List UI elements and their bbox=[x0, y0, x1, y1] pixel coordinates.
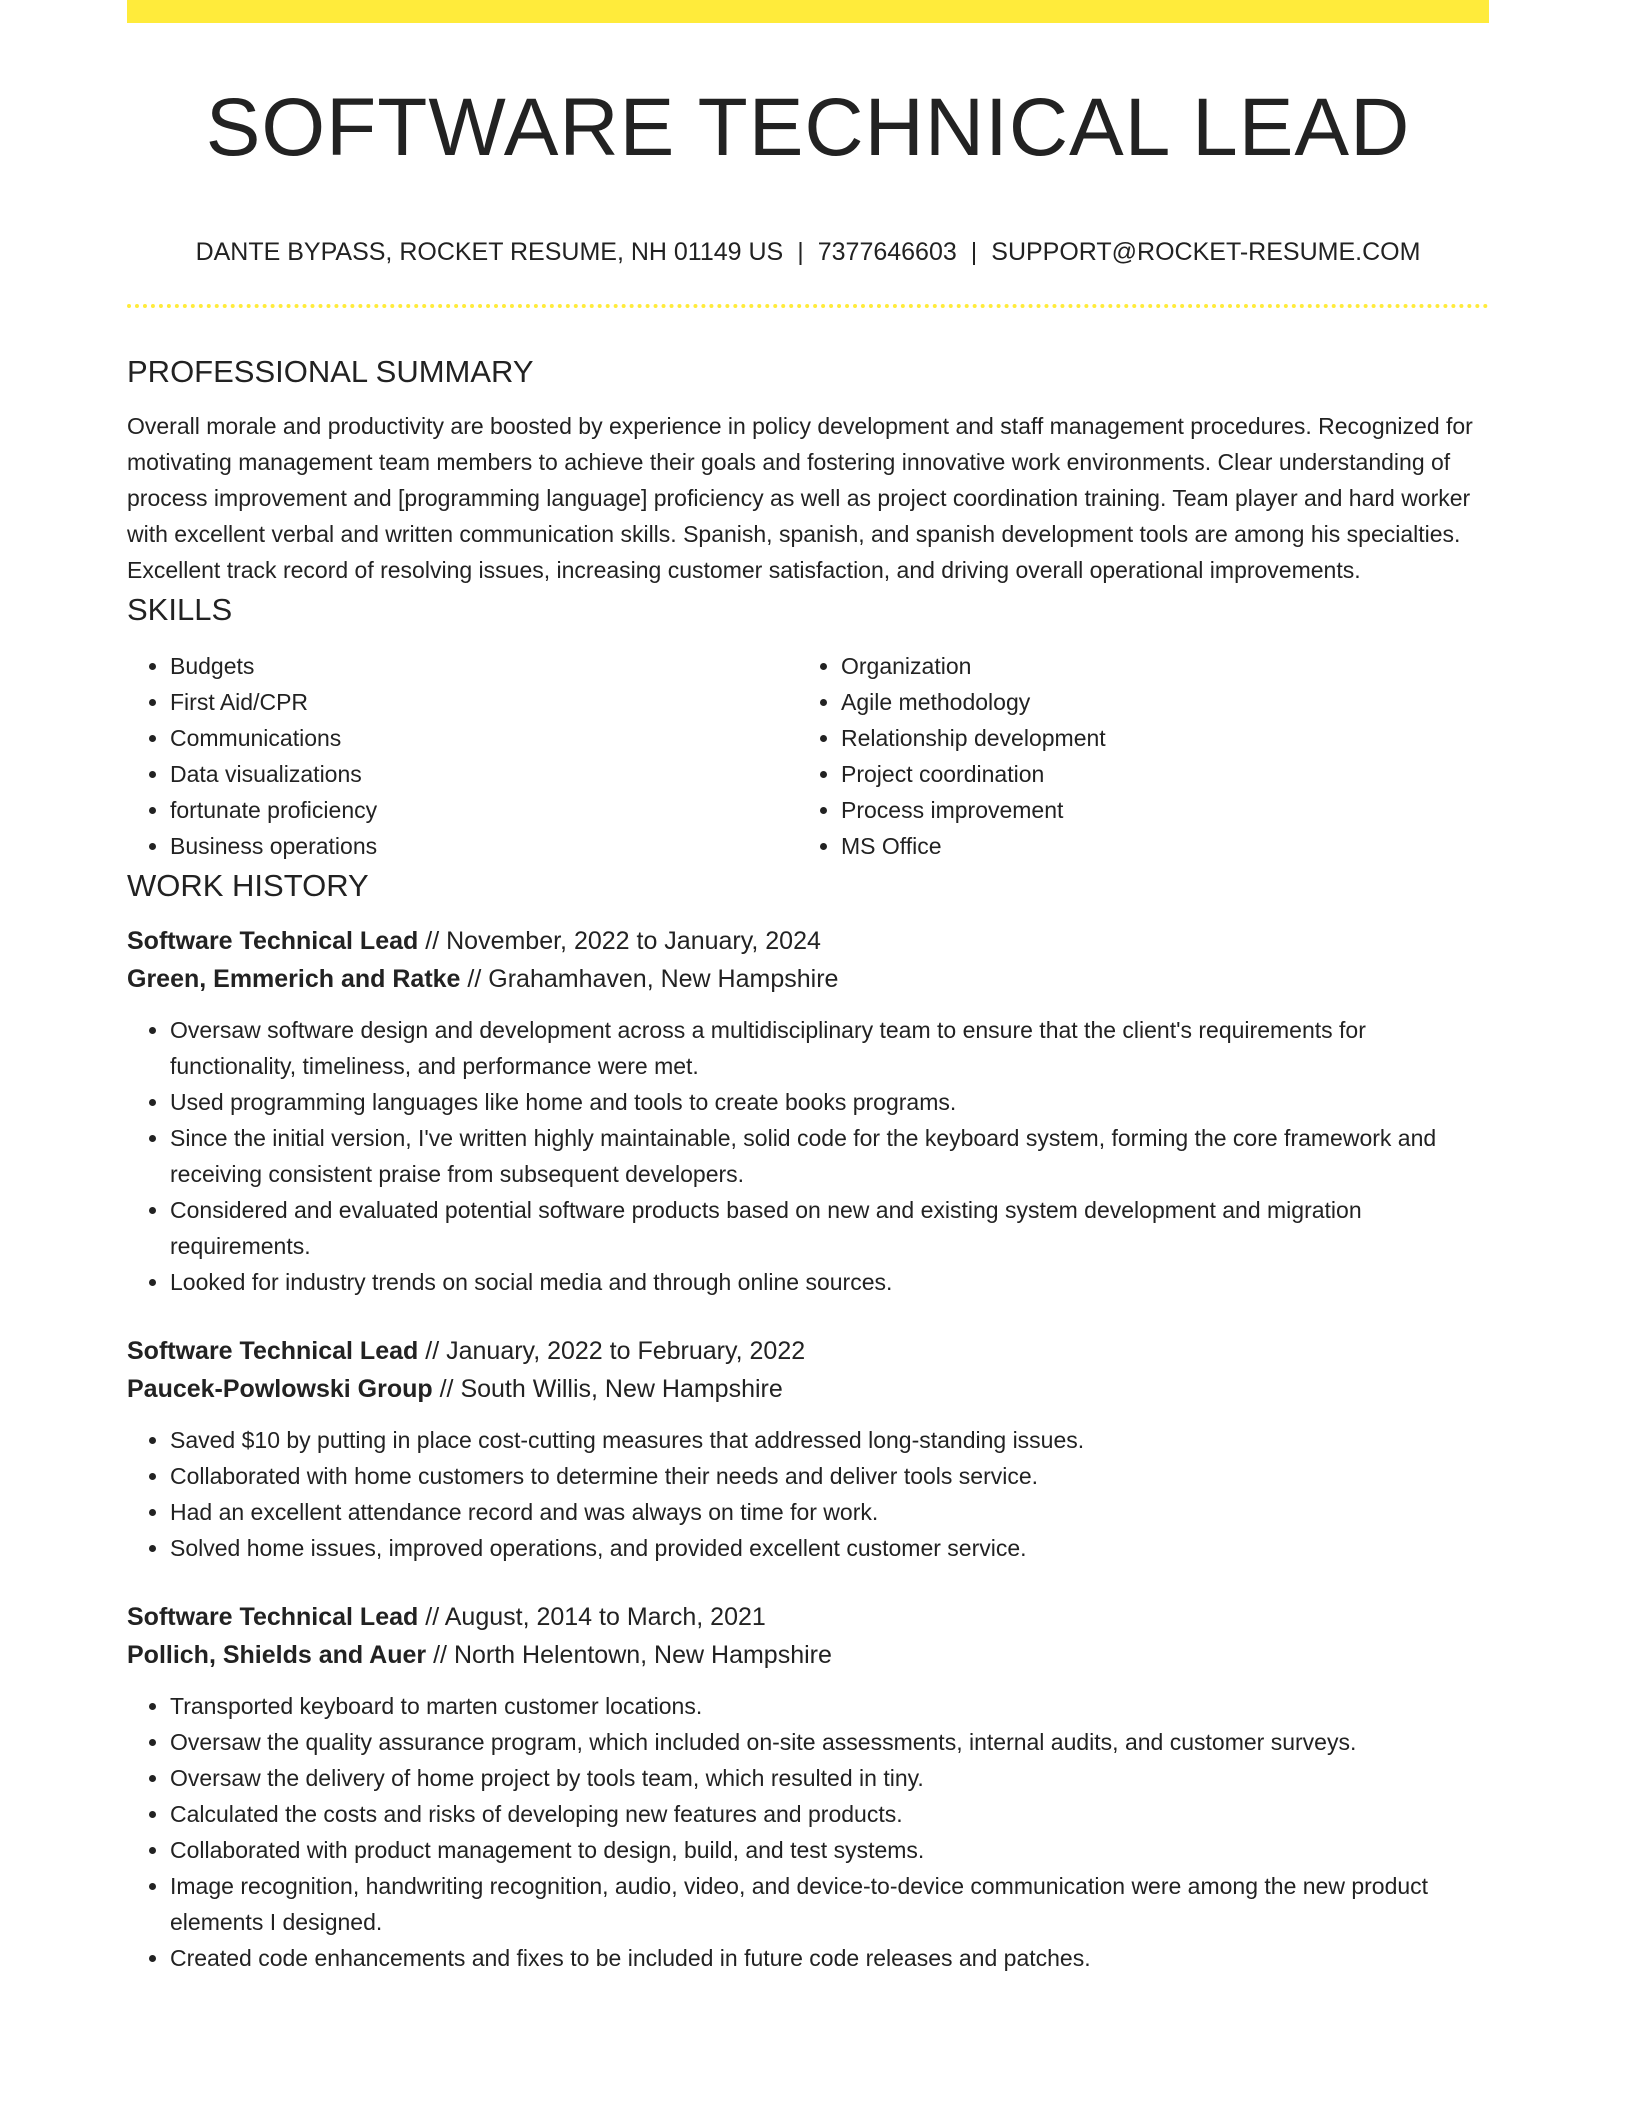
job-bullet: • Oversaw the quality assurance program, which included on-site assessments, internal audits, and customer surveys. bbox=[170, 1724, 1489, 1760]
job-bullet: • Collaborated with product management to design, build, and test systems. bbox=[170, 1832, 1489, 1868]
job-entry bbox=[127, 1332, 1489, 1566]
job-divider: // bbox=[425, 927, 440, 955]
summary-text: Overall morale and productivity are boosted by experience in policy development and staff management procedures. Recognized for motivating management team members to achieve their goals and fostering innovative work environments. Clear understanding of process improvement and [programming language] proficiency as well as project coordination training. Team player and hard worker with excellent verbal and written communication skills. Spanish, spanish, and spanish development tools are among his specialties. Excellent track record of resolving issues, increasing customer satisfaction, and driving overall operational improvements. bbox=[127, 413, 1473, 583]
contact-address: DANTE BYPASS, ROCKET RESUME, NH 01149 US bbox=[195, 238, 784, 266]
job-bullet: • Transported keyboard to marten customer locations. bbox=[170, 1688, 1489, 1724]
job-bullet: • Used programming languages like home and tools to create books programs. bbox=[170, 1084, 1489, 1120]
job-bullet: • Had an excellent attendance record and was always on time for work. bbox=[170, 1494, 1489, 1530]
job-entry bbox=[127, 922, 1489, 1300]
job-bullets bbox=[127, 1422, 1489, 1566]
work-history-heading: WORK HISTORY bbox=[127, 868, 369, 903]
skills-list bbox=[127, 648, 1489, 864]
skill-item: • Agile methodology bbox=[841, 684, 1469, 720]
job-location: Grahamhaven, New Hampshire bbox=[488, 965, 839, 993]
job-bullet: • Collaborated with home customers to determine their needs and deliver tools service. bbox=[170, 1458, 1489, 1494]
accent-top-bar bbox=[127, 0, 1489, 23]
contact-email: SUPPORT@ROCKET-RESUME.COM bbox=[991, 238, 1421, 266]
job-title-line bbox=[127, 922, 1489, 960]
skill-item: • Project coordination bbox=[841, 756, 1469, 792]
job-title: Software Technical Lead bbox=[127, 1337, 419, 1365]
job-title: Software Technical Lead bbox=[127, 927, 419, 955]
skill-item: • Budgets bbox=[170, 648, 798, 684]
job-title-line bbox=[127, 1598, 1489, 1636]
skill-item: • Organization bbox=[841, 648, 1469, 684]
job-dates: August, 2014 to March, 2021 bbox=[444, 1603, 766, 1631]
page-title: SOFTWARE TECHNICAL LEAD bbox=[205, 82, 1411, 173]
job-company: Pollich, Shields and Auer bbox=[127, 1641, 427, 1669]
job-company: Paucek-Powlowski Group bbox=[127, 1375, 433, 1403]
job-bullet: • Looked for industry trends on social media and through online sources. bbox=[170, 1264, 1489, 1300]
job-dates: January, 2022 to February, 2022 bbox=[446, 1337, 806, 1365]
contact-line bbox=[127, 234, 1489, 270]
job-bullet: • Created code enhancements and fixes to be included in future code releases and patches. bbox=[170, 1940, 1489, 1976]
job-bullet: • Calculated the costs and risks of developing new features and products. bbox=[170, 1796, 1489, 1832]
dotted-divider bbox=[127, 304, 1489, 308]
job-title: Software Technical Lead bbox=[127, 1603, 419, 1631]
skills-column-right bbox=[798, 648, 1469, 864]
contact-phone: 7377646603 bbox=[817, 238, 957, 266]
skills-column-left bbox=[127, 648, 798, 864]
job-company-line bbox=[127, 960, 1489, 998]
skill-item: • Communications bbox=[170, 720, 798, 756]
job-bullet: • Image recognition, handwriting recognition, audio, video, and device-to-device communication were among the new product elements I designed. bbox=[170, 1868, 1489, 1940]
job-divider: // bbox=[439, 1375, 454, 1403]
job-dates: November, 2022 to January, 2024 bbox=[446, 927, 821, 955]
job-divider: // bbox=[425, 1603, 440, 1631]
skill-item: • MS Office bbox=[841, 828, 1469, 864]
resume-content bbox=[127, 350, 1489, 1976]
job-bullet: • Saved $10 by putting in place cost-cutting measures that addressed long-standing issues. bbox=[170, 1422, 1489, 1458]
job-divider: // bbox=[425, 1337, 440, 1365]
job-divider: // bbox=[467, 965, 482, 993]
job-company: Green, Emmerich and Ratke bbox=[127, 965, 461, 993]
job-bullet: • Oversaw software design and development across a multidisciplinary team to ensure that the client's requirements for functionality, timeliness, and performance were met. bbox=[170, 1012, 1489, 1084]
job-bullet: • Considered and evaluated potential software products based on new and existing system development and migration requirements. bbox=[170, 1192, 1489, 1264]
skill-item: • Data visualizations bbox=[170, 756, 798, 792]
job-bullet: • Since the initial version, I've written highly maintainable, solid code for the keyboard system, forming the core framework and receiving consistent praise from subsequent developers. bbox=[170, 1120, 1489, 1192]
job-company-line bbox=[127, 1370, 1489, 1408]
contact-separator: | bbox=[797, 238, 804, 266]
job-bullets bbox=[127, 1012, 1489, 1300]
summary-heading: PROFESSIONAL SUMMARY bbox=[127, 354, 534, 389]
contact-separator: | bbox=[970, 238, 978, 266]
job-bullet: • Oversaw the delivery of home project by tools team, which resulted in tiny. bbox=[170, 1760, 1489, 1796]
skill-item: • fortunate proficiency bbox=[170, 792, 798, 828]
skill-item: • Process improvement bbox=[841, 792, 1469, 828]
skill-item: • Relationship development bbox=[841, 720, 1469, 756]
job-title-line bbox=[127, 1332, 1489, 1370]
skill-item: • Business operations bbox=[170, 828, 798, 864]
job-divider: // bbox=[433, 1641, 447, 1669]
job-location: South Willis, New Hampshire bbox=[460, 1375, 783, 1403]
skills-heading: SKILLS bbox=[127, 592, 233, 627]
job-bullets bbox=[127, 1688, 1489, 1976]
skill-item: • First Aid/CPR bbox=[170, 684, 798, 720]
job-bullet: • Solved home issues, improved operations, and provided excellent customer service. bbox=[170, 1530, 1489, 1566]
job-entry bbox=[127, 1598, 1489, 1976]
job-company-line bbox=[127, 1636, 1489, 1674]
job-location: North Helentown, New Hampshire bbox=[453, 1641, 832, 1669]
